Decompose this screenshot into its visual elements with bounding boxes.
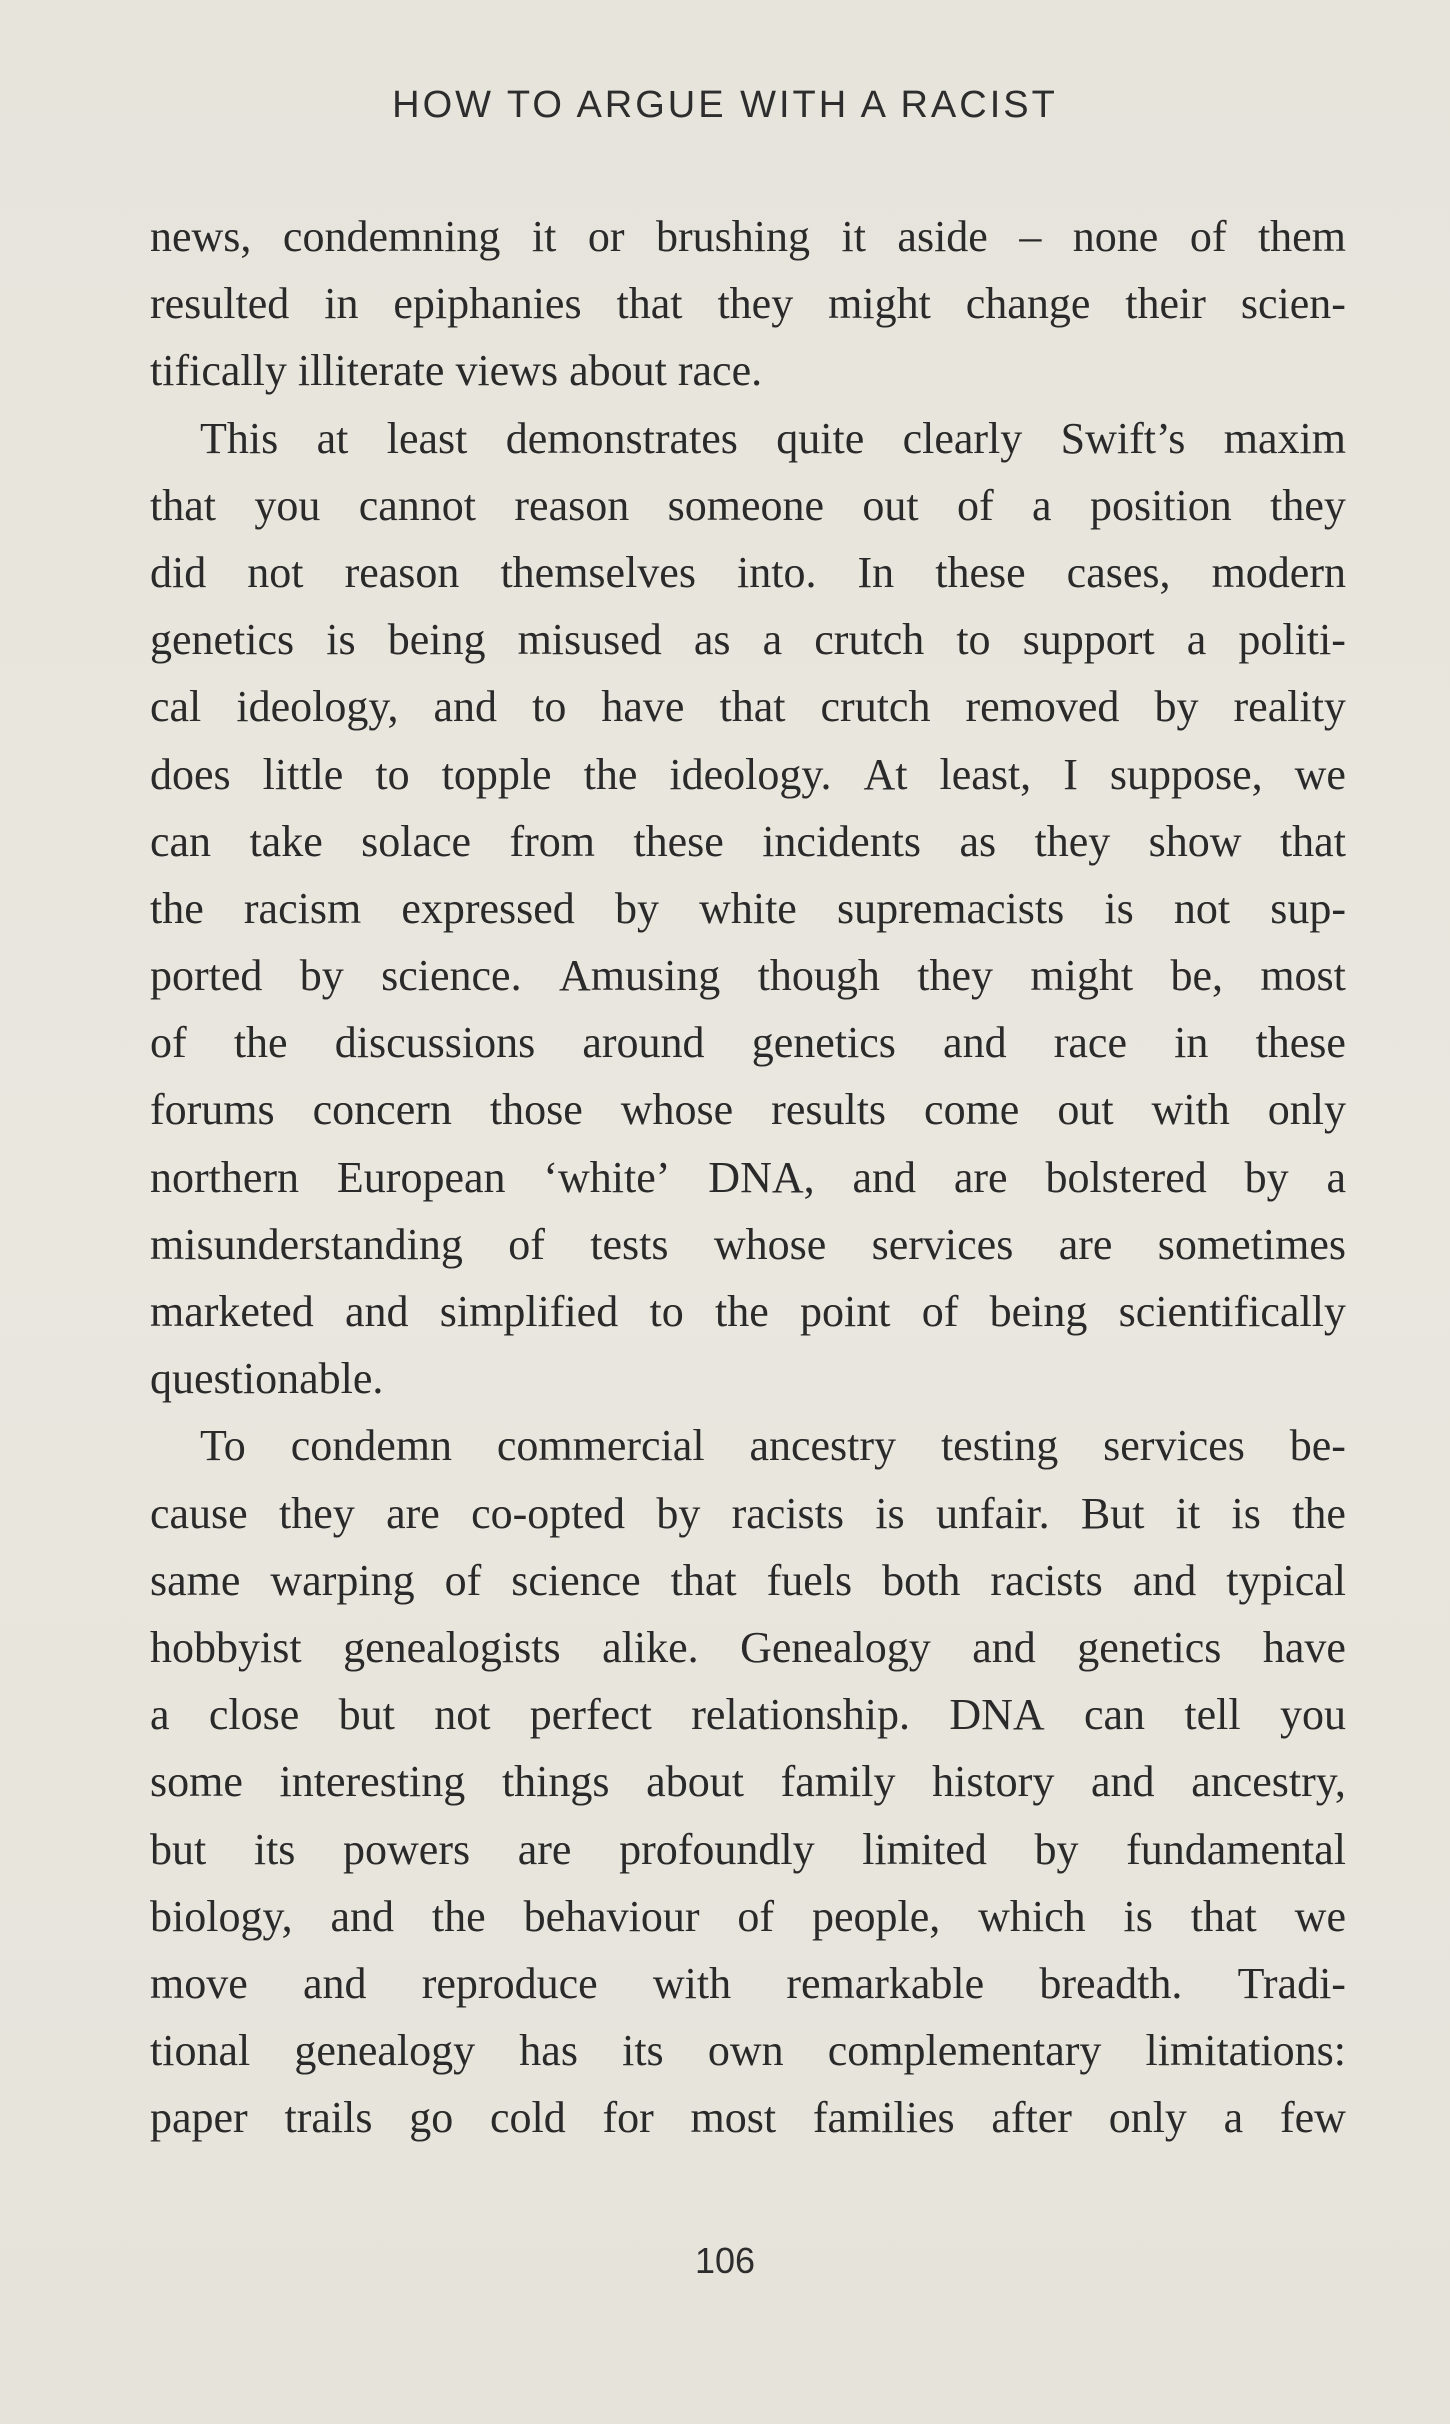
word: a xyxy=(1223,2093,1244,2143)
word: remarkable xyxy=(786,1958,985,2008)
text-line xyxy=(150,1748,1346,1815)
word: bolstered xyxy=(1045,1152,1207,1202)
word: behaviour xyxy=(523,1891,700,1941)
word: simplified xyxy=(439,1287,619,1336)
word: Swift’s xyxy=(1060,413,1186,463)
word: is xyxy=(326,615,356,665)
word: people, xyxy=(811,1891,941,1941)
word: not xyxy=(247,547,304,597)
word: whose xyxy=(713,1219,827,1269)
word: might xyxy=(1030,951,1134,1001)
word: incidents xyxy=(762,816,922,866)
word: which xyxy=(978,1891,1086,1941)
word: warping xyxy=(270,1555,415,1605)
word: to xyxy=(649,1287,684,1336)
text-line xyxy=(150,606,1346,673)
word: ‘white’ xyxy=(543,1152,671,1202)
word: those xyxy=(489,1085,583,1135)
word: perfect xyxy=(529,1690,652,1740)
word: a xyxy=(762,615,783,665)
word: interesting xyxy=(279,1757,466,1807)
word: is xyxy=(1104,883,1134,933)
text-line xyxy=(150,1009,1346,1076)
word: co-opted xyxy=(471,1488,626,1538)
word: crutch xyxy=(814,615,925,665)
word: a xyxy=(1032,480,1052,530)
word: we xyxy=(1294,1891,1346,1941)
word: DNA xyxy=(949,1690,1045,1740)
word: same xyxy=(150,1555,241,1605)
text-line xyxy=(150,1076,1346,1143)
word: some xyxy=(150,1757,243,1807)
word: and xyxy=(302,1958,367,2008)
word: racists xyxy=(731,1488,845,1538)
word: things xyxy=(501,1757,610,1807)
word: genetics xyxy=(1077,1622,1222,1672)
word: – xyxy=(1019,212,1042,261)
word: ancestry, xyxy=(1191,1757,1346,1807)
word: these xyxy=(935,547,1026,597)
word: change xyxy=(965,279,1091,329)
word: genealogy xyxy=(294,2026,476,2076)
word: that xyxy=(670,1555,737,1605)
word: the xyxy=(150,883,204,933)
word: misused xyxy=(517,615,662,665)
word: cause xyxy=(150,1488,248,1538)
word: science. xyxy=(381,951,522,1001)
word: relationship. xyxy=(691,1690,910,1740)
word: forums xyxy=(150,1085,275,1135)
text-line xyxy=(150,203,1346,270)
word: being xyxy=(387,615,486,665)
text-line xyxy=(150,1480,1346,1547)
word: services xyxy=(871,1219,1014,1269)
word: crutch xyxy=(820,682,931,732)
word: topple xyxy=(441,749,552,799)
word: as xyxy=(693,615,731,665)
word: out xyxy=(862,480,919,530)
word: none xyxy=(1072,212,1159,261)
word: though xyxy=(757,951,880,1001)
word: reality xyxy=(1233,682,1346,732)
word: race xyxy=(1053,1018,1127,1068)
word: complementary xyxy=(827,2026,1102,2076)
word: show xyxy=(1148,816,1242,866)
word: In xyxy=(857,547,895,597)
word: services xyxy=(1103,1421,1245,1471)
word: expressed xyxy=(401,883,575,933)
word: tifically xyxy=(150,346,287,396)
word: epiphanies xyxy=(393,279,582,329)
word: does xyxy=(150,749,231,799)
word: by xyxy=(614,883,659,933)
word: is xyxy=(875,1488,905,1538)
word: these xyxy=(633,816,724,866)
word: as xyxy=(959,816,997,866)
word: that xyxy=(719,682,786,732)
word: concern xyxy=(312,1085,452,1135)
word: history xyxy=(932,1757,1055,1807)
text-line xyxy=(150,1211,1346,1278)
word: a xyxy=(1186,615,1207,665)
text-line xyxy=(150,405,1346,472)
word: of xyxy=(921,1287,959,1336)
word: reason xyxy=(344,547,460,597)
word: Amusing xyxy=(558,951,721,1001)
word: both xyxy=(882,1555,961,1605)
word: demonstrates xyxy=(505,413,738,463)
word: the xyxy=(583,749,638,799)
word: a xyxy=(150,1690,170,1740)
word: of xyxy=(150,1018,187,1068)
word: of xyxy=(508,1219,545,1269)
word: are xyxy=(953,1152,1008,1202)
word: the xyxy=(233,1018,288,1068)
word: the xyxy=(1292,1488,1346,1538)
word: fuels xyxy=(766,1555,853,1605)
word: and xyxy=(1091,1757,1155,1807)
text-line xyxy=(150,1412,1346,1479)
word: testing xyxy=(940,1421,1059,1471)
text-line xyxy=(150,1681,1346,1748)
word: from xyxy=(509,816,595,866)
word: to xyxy=(532,682,567,732)
word: I xyxy=(1063,749,1078,799)
word: after xyxy=(991,2093,1072,2143)
word: breadth. xyxy=(1039,1958,1183,2008)
word: of xyxy=(1189,212,1227,261)
word: and xyxy=(1132,1555,1197,1605)
word: typical xyxy=(1226,1555,1346,1605)
text-line xyxy=(150,1345,1346,1412)
word: politi- xyxy=(1238,615,1346,665)
word: you xyxy=(254,480,321,530)
word: and xyxy=(972,1622,1036,1672)
word: illiterate xyxy=(297,346,445,396)
word: they xyxy=(917,951,994,1001)
word: genetics xyxy=(751,1018,896,1068)
word: news, xyxy=(150,212,252,261)
word: removed xyxy=(965,682,1120,732)
word: them xyxy=(1257,212,1346,261)
word: least xyxy=(386,413,468,463)
word: scientifically xyxy=(1118,1287,1346,1336)
text-line xyxy=(150,942,1346,1009)
word: ideology. xyxy=(669,749,832,799)
word: tell xyxy=(1184,1690,1241,1740)
word: cal xyxy=(150,682,202,732)
word: views xyxy=(455,346,559,396)
word: whose xyxy=(620,1085,734,1135)
word: tests xyxy=(590,1219,669,1269)
text-line xyxy=(150,741,1346,808)
word: marketed xyxy=(150,1287,314,1336)
word: aside xyxy=(897,212,988,261)
word: might xyxy=(828,279,931,329)
word: we xyxy=(1294,749,1346,799)
word: genealogists xyxy=(343,1622,561,1672)
word: tional xyxy=(150,2026,251,2076)
text-line xyxy=(150,472,1346,539)
word: misunderstanding xyxy=(150,1219,463,1269)
word: families xyxy=(812,2093,955,2143)
word: they xyxy=(279,1488,355,1538)
word: and xyxy=(433,682,498,732)
word: of xyxy=(444,1555,482,1605)
word: fundamental xyxy=(1126,1824,1346,1874)
word: of xyxy=(737,1891,775,1941)
word: of xyxy=(957,480,994,530)
word: into. xyxy=(737,547,817,597)
word: scien- xyxy=(1240,279,1346,329)
word: that xyxy=(616,279,683,329)
word: modern xyxy=(1211,547,1346,597)
word: you xyxy=(1279,1690,1346,1740)
word: powers xyxy=(343,1824,471,1874)
text-line xyxy=(150,1816,1346,1883)
word: cases, xyxy=(1066,547,1171,597)
word: unfair. xyxy=(935,1488,1050,1538)
word: have xyxy=(601,682,685,732)
word: they xyxy=(1034,816,1111,866)
word: questionable. xyxy=(150,1354,384,1404)
word: that xyxy=(150,480,216,530)
word: can xyxy=(150,816,212,866)
word: and xyxy=(852,1152,917,1202)
word: paper xyxy=(150,2093,248,2143)
word: by xyxy=(1034,1824,1079,1874)
word: results xyxy=(771,1085,887,1135)
word: but xyxy=(150,1824,207,1874)
word: out xyxy=(1057,1085,1114,1135)
word: DNA, xyxy=(708,1152,815,1202)
word: ancestry xyxy=(749,1421,897,1471)
word: themselves xyxy=(500,547,696,597)
word: be- xyxy=(1289,1421,1346,1471)
word: solace xyxy=(361,816,472,866)
word: support xyxy=(1022,615,1155,665)
word: condemning xyxy=(282,212,501,261)
word: most xyxy=(1260,951,1346,1001)
word: brushing xyxy=(656,212,810,261)
word: at xyxy=(316,413,349,463)
word: clearly xyxy=(902,413,1023,463)
word: reproduce xyxy=(421,1958,598,2008)
word: Tradi- xyxy=(1237,1958,1346,2008)
word: ideology, xyxy=(236,682,399,732)
text-line xyxy=(150,1883,1346,1950)
running-head: HOW TO ARGUE WITH A RACIST xyxy=(392,84,1058,126)
word: in xyxy=(324,279,359,329)
word: that xyxy=(1279,816,1346,866)
word: racism xyxy=(243,883,362,933)
word: family xyxy=(780,1757,896,1807)
word: about xyxy=(646,1757,744,1807)
word: are xyxy=(1058,1219,1113,1269)
word: discussions xyxy=(334,1018,536,1068)
text-line xyxy=(150,270,1346,337)
word: least, xyxy=(939,749,1032,799)
word: move xyxy=(150,1958,248,2008)
word: biology, xyxy=(150,1891,293,1941)
word: alike. xyxy=(602,1622,699,1672)
word: can xyxy=(1084,1690,1146,1740)
word: Genealogy xyxy=(740,1622,931,1672)
word: and xyxy=(344,1287,409,1336)
word: their xyxy=(1125,279,1206,329)
word: To xyxy=(200,1421,246,1471)
word: or xyxy=(587,212,625,261)
word: maxim xyxy=(1223,413,1346,463)
word: point xyxy=(800,1287,891,1336)
word: come xyxy=(924,1085,1020,1135)
text-line xyxy=(150,808,1346,875)
word: by xyxy=(1154,682,1199,732)
text-line xyxy=(150,539,1346,606)
word: are xyxy=(386,1488,440,1538)
word: profoundly xyxy=(619,1824,815,1874)
text-line xyxy=(150,1547,1346,1614)
word: it xyxy=(841,212,866,261)
word: and xyxy=(943,1018,1007,1068)
word: it xyxy=(1175,1488,1201,1538)
word: limited xyxy=(862,1824,987,1874)
word: This xyxy=(200,413,279,463)
word: race. xyxy=(677,346,763,396)
word: are xyxy=(517,1824,572,1874)
word: did xyxy=(150,547,207,597)
word: white xyxy=(699,883,797,933)
word: the xyxy=(714,1287,769,1336)
word: and xyxy=(330,1891,395,1941)
word: its xyxy=(253,1824,296,1874)
word: they xyxy=(717,279,794,329)
word: they xyxy=(1270,480,1346,530)
word: only xyxy=(1108,2093,1187,2143)
word: genetics xyxy=(150,615,295,665)
word: its xyxy=(622,2026,664,2076)
word: by xyxy=(299,951,344,1001)
word: being xyxy=(989,1287,1088,1336)
word: that xyxy=(1190,1891,1257,1941)
word: a xyxy=(1326,1152,1346,1202)
word: condemn xyxy=(290,1421,452,1471)
text-line xyxy=(150,875,1346,942)
word: not xyxy=(1173,883,1231,933)
word: be, xyxy=(1170,951,1223,1001)
word: around xyxy=(582,1018,705,1068)
text-line xyxy=(150,1144,1346,1211)
text-line xyxy=(150,2017,1346,2084)
word: the xyxy=(431,1891,486,1941)
word: supremacists xyxy=(836,883,1065,933)
word: but xyxy=(338,1690,395,1740)
word: resulted xyxy=(150,279,290,329)
word: only xyxy=(1267,1085,1346,1135)
text-line xyxy=(150,2084,1346,2151)
word: position xyxy=(1089,480,1232,530)
word: hobbyist xyxy=(150,1622,302,1672)
word: racists xyxy=(990,1555,1103,1605)
word: sup- xyxy=(1270,883,1346,933)
word: trails xyxy=(284,2093,373,2143)
word: ported xyxy=(150,951,263,1001)
word: European xyxy=(336,1152,506,1202)
word: not xyxy=(434,1690,491,1740)
word: with xyxy=(1151,1085,1230,1135)
text-line xyxy=(150,1950,1346,2017)
word: has xyxy=(519,2026,578,2076)
word: quite xyxy=(776,413,865,463)
word: it xyxy=(531,212,557,261)
word: reason xyxy=(514,480,630,530)
word: someone xyxy=(667,480,825,530)
word: commercial xyxy=(496,1421,705,1471)
page-number: 106 xyxy=(694,2240,756,2281)
word: most xyxy=(690,2093,777,2143)
word: in xyxy=(1174,1018,1209,1068)
word: go xyxy=(409,2093,454,2143)
word: about xyxy=(569,346,667,396)
word: to xyxy=(956,615,991,665)
word: by xyxy=(1244,1152,1289,1202)
word: take xyxy=(249,816,323,866)
word: suppose, xyxy=(1109,749,1263,799)
word: is xyxy=(1231,1488,1261,1538)
word: close xyxy=(208,1690,300,1740)
word: by xyxy=(656,1488,701,1538)
text-line xyxy=(150,673,1346,740)
word: science xyxy=(511,1555,641,1605)
word: northern xyxy=(150,1152,300,1202)
word: with xyxy=(652,1958,732,2008)
word: few xyxy=(1279,2093,1346,2143)
text-line xyxy=(150,1278,1346,1345)
word: for xyxy=(602,2093,654,2143)
word: these xyxy=(1255,1018,1346,1068)
word: is xyxy=(1123,1891,1153,1941)
word: to xyxy=(375,749,410,799)
text-line xyxy=(150,1614,1346,1681)
word: But xyxy=(1080,1488,1145,1538)
text-line xyxy=(150,337,1346,404)
word: At xyxy=(863,749,908,799)
body-text xyxy=(150,203,1346,2151)
word: own xyxy=(707,2026,784,2076)
word: cold xyxy=(489,2093,566,2143)
word: limitations: xyxy=(1145,2026,1346,2076)
word: sometimes xyxy=(1157,1219,1346,1269)
word: cannot xyxy=(358,480,477,530)
word: have xyxy=(1262,1622,1346,1672)
word: little xyxy=(262,749,344,799)
